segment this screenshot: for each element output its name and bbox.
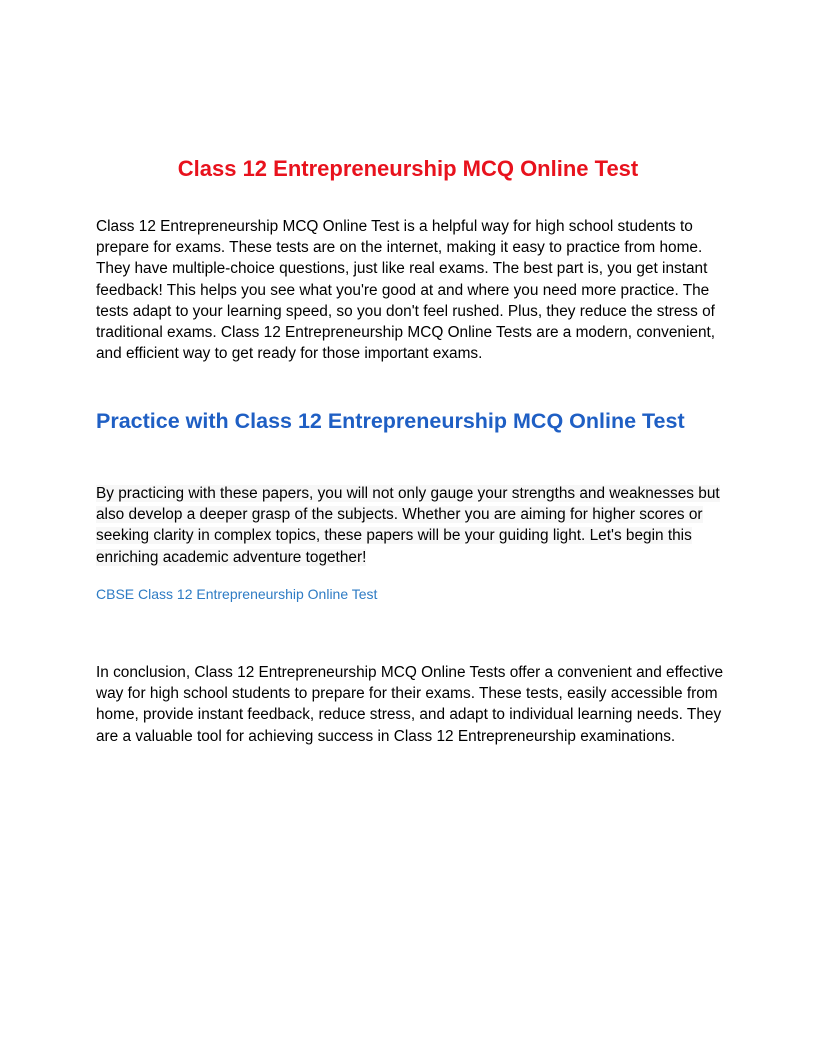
- page-title: Class 12 Entrepreneurship MCQ Online Test: [177, 156, 639, 181]
- conclusion-paragraph: In conclusion, Class 12 Entrepreneurship MCQ Online Tests offer a convenient and effective way for high school students to prepare for their exams. These tests, easily accessible from home, provide instant feedback, reduce stress, and adapt to individual learning needs. They are a valuable tool for achieving success in Class 12 Entrepreneurship examinations.: [96, 664, 724, 745]
- online-test-link[interactable]: CBSE Class 12 Entrepreneurship Online Test: [96, 586, 378, 602]
- practice-paragraph-text: By practicing with these papers, you will not only gauge your strengths and weaknesses but also develop a deeper grasp of the subjects. Whether you are aiming for higher scores or seeking clarity in complex topics, these papers will be your guiding light. Let's begin this enriching academic adventure together!: [96, 485, 720, 566]
- practice-paragraph: [96, 483, 726, 568]
- intro-paragraph: Class 12 Entrepreneurship MCQ Online Test is a helpful way for high school students to prepare for exams. These tests are on the internet, making it easy to practice from home. They have multiple-choice questions, just like real exams. The best part is, you get instant feedback! This helps you see what you're good at and where you need more practice. The tests adapt to your learning speed, so you don't feel rushed. Plus, they reduce the stress of traditional exams. Class 12 Entrepreneurship MCQ Online Tests are a modern, convenient, and efficient way to get ready for those important exams.: [96, 218, 716, 363]
- section-heading: Practice with Class 12 Entrepreneurship MCQ Online Test: [96, 409, 685, 433]
